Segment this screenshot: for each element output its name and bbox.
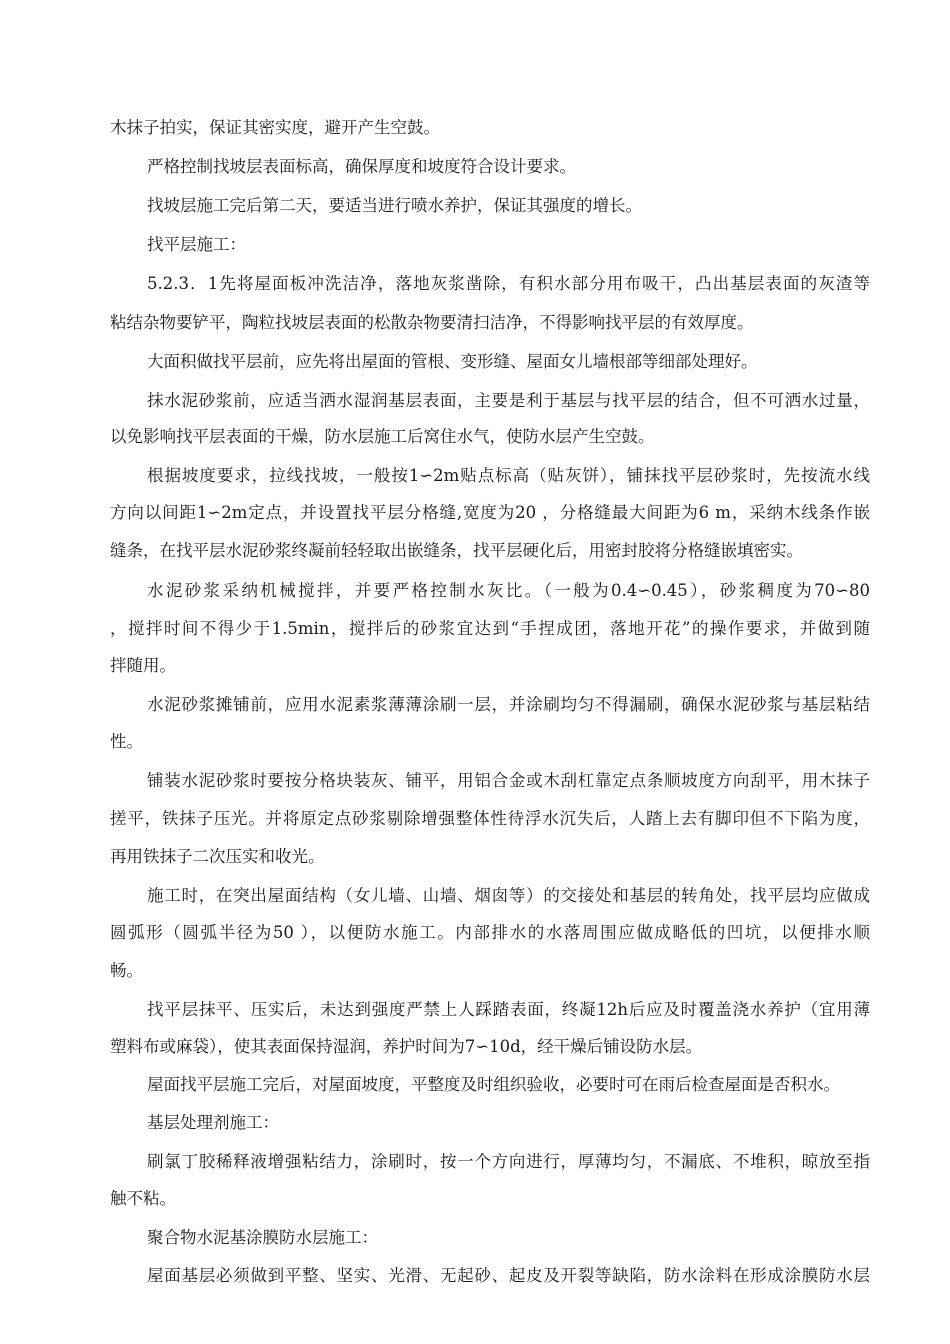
text-line: 5.2.3．1先将屋面板冲洗洁净，落地灰浆凿除，有积水部分用布吸干，凸出基层表面的灰渣等 bbox=[147, 274, 870, 293]
text-line: 大面积做找平层前，应先将出屋面的管根、变形缝、屋面女儿墙根部等细部处理好。 bbox=[147, 352, 758, 371]
text-line: 性。 bbox=[110, 732, 143, 751]
text-line: 拌随用。 bbox=[110, 656, 176, 675]
text-line: 方向以间距1∽2m定点，并设置找平层分格缝,宽度为20 ，分格缝最大间距为6 m，采纳木线条作嵌 bbox=[110, 503, 870, 522]
text-line: 以免影响找平层表面的干燥，防水层施工后窝住水气，使防水层产生空鼓。 bbox=[110, 427, 655, 446]
text-line: 施工时，在突出屋面结构（女儿墙、山墙、烟囱等）的交接处和基层的转角处，找平层均应做成 bbox=[147, 886, 870, 905]
text-line: 粘结杂物要铲平，陶粒找坡层表面的松散杂物要清扫洁净，不得影响找平层的有效厚度。 bbox=[110, 313, 754, 332]
text-line: 搓平，铁抹子压光。并将原定点砂浆剔除增强整体性待浮水沉失后，人踏上去有脚印但不下陷为度， bbox=[110, 809, 870, 828]
text-line: 水泥砂浆摊铺前，应用水泥素浆薄薄涂刷一层，并涂刷均匀不得漏刷，确保水泥砂浆与基层粘结 bbox=[147, 695, 870, 714]
text-line: 圆弧形（圆弧半径为50 ），以便防水施工。内部排水的水落周围应做成略低的凹坑，以便排水顺 bbox=[110, 923, 870, 942]
text-line: 找平层抹平、压实后，未达到强度严禁上人踩踏表面，终凝12h后应及时覆盖浇水养护（宜用薄 bbox=[147, 1000, 870, 1019]
text-line: 屋面基层必须做到平整、坚实、光滑、无起砂、起皮及开裂等缺陷，防水涂料在形成涂膜防水层 bbox=[147, 1266, 870, 1285]
text-line: 找坡层施工完后第二天，要适当进行喷水养护，保证其强度的增长。 bbox=[147, 196, 642, 215]
text-line: 触不粘。 bbox=[110, 1189, 176, 1208]
text-line: 木抹子拍实，保证其密实度，避开产生空鼓。 bbox=[110, 118, 440, 137]
text-line: 严格控制找坡层表面标高，确保厚度和坡度符合设计要求。 bbox=[147, 157, 576, 176]
text-line: 水泥砂浆采纳机械搅拌，并要严格控制水灰比。（一般为0.4∽0.45），砂浆稠度为70∽80 bbox=[147, 581, 870, 600]
text-line: 找平层施工： bbox=[147, 235, 246, 254]
text-line: 塑料布或麻袋），使其表面保持湿润，养护时间为7∽10d，经干燥后铺设防水层。 bbox=[110, 1037, 703, 1056]
text-line: 再用铁抹子二次压实和收光。 bbox=[110, 847, 325, 866]
text-line: 基层处理剂施工： bbox=[147, 1113, 279, 1132]
text-line: 抹水泥砂浆前，应适当洒水湿润基层表面，主要是利于基层与找平层的结合，但不可洒水过量， bbox=[147, 391, 870, 410]
text-line: 畅。 bbox=[110, 961, 143, 980]
text-line: ，搅拌时间不得少于1.5min，搅拌后的砂浆宜达到“手捏成团，落地开花”的操作要求，并做到随 bbox=[110, 619, 870, 638]
text-line: 聚合物水泥基涂膜防水层施工： bbox=[147, 1228, 378, 1247]
text-line: 刷氯丁胶稀释液增强粘结力，涂刷时，按一个方向进行，厚薄均匀，不漏底、不堆积，晾放至指 bbox=[147, 1152, 870, 1171]
text-line: 缝条，在找平层水泥砂浆终凝前轻轻取出嵌缝条，找平层硬化后，用密封胶将分格缝嵌填密实。 bbox=[110, 541, 803, 560]
text-line: 根据坡度要求，拉线找坡，一般按1∽2m贴点标高（贴灰饼），铺抹找平层砂浆时，先按流水线 bbox=[147, 466, 870, 485]
text-line: 屋面找平层施工完后，对屋面坡度，平整度及时组织验收，必要时可在雨后检查屋面是否积水。 bbox=[147, 1075, 840, 1094]
text-line: 铺装水泥砂浆时要按分格块装灰、铺平，用铝合金或木刮杠靠定点条顺坡度方向刮平，用木抹子 bbox=[147, 771, 870, 790]
